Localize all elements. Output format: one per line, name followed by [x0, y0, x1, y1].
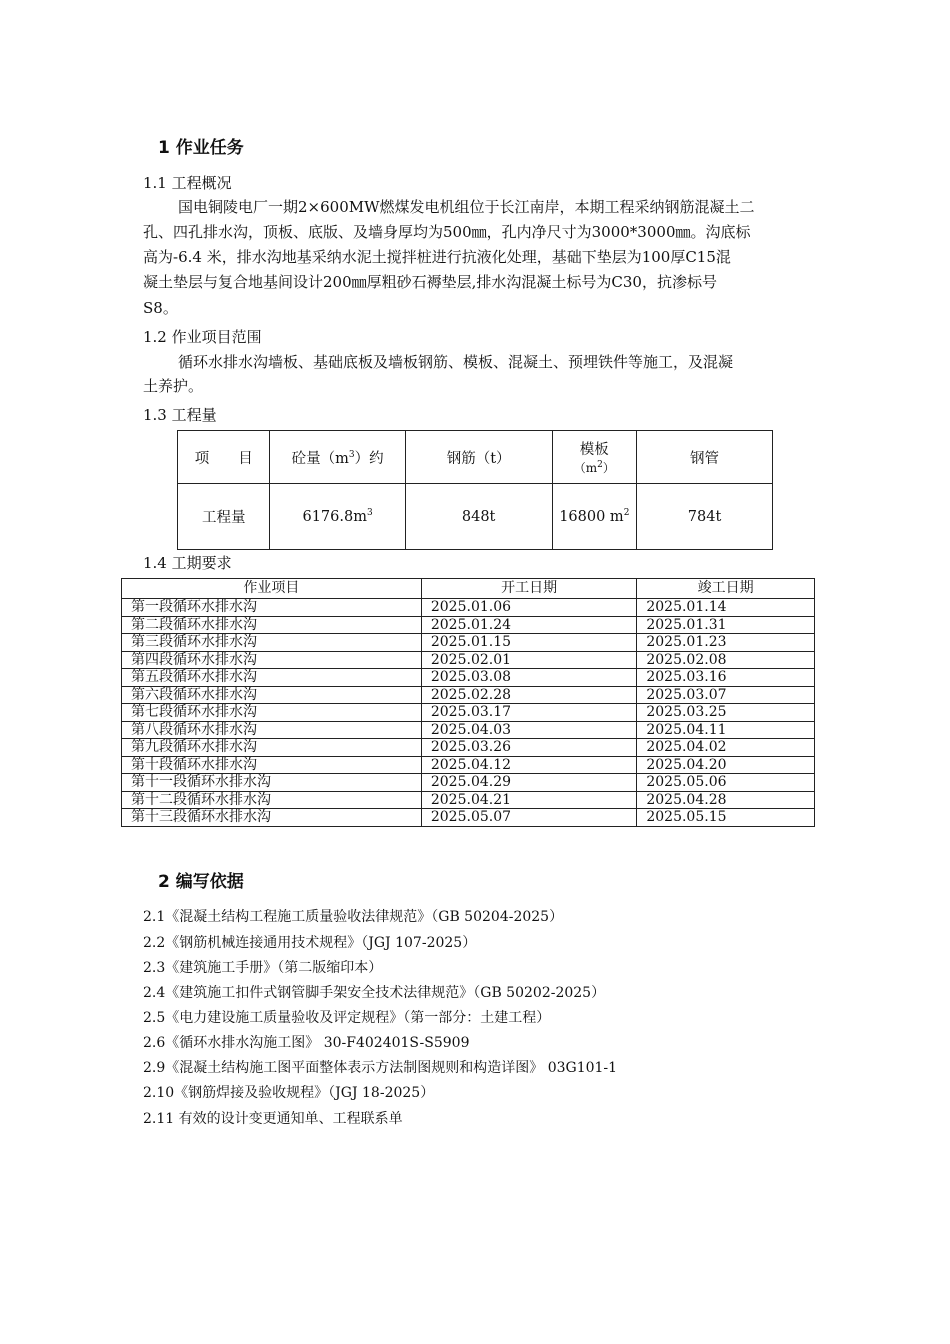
- quantity-table: [177, 430, 773, 550]
- segment-name: 第六段循环水排水沟: [122, 686, 422, 704]
- end-date: 2025.05.15: [637, 809, 815, 827]
- schedule-table: [121, 578, 815, 827]
- end-date: 2025.03.16: [637, 669, 815, 687]
- col-end-date: 竣工日期: [637, 579, 815, 599]
- start-date: 2025.04.03: [421, 721, 636, 739]
- table-row: [122, 809, 815, 827]
- paragraph-line: 循环水排水沟墙板、基础底板及墙板钢筋、模板、混凝土、预埋铁件等施工，及混凝: [178, 353, 734, 371]
- segment-name: 第十一段循环水排水沟: [122, 774, 422, 792]
- segment-name: 第一段循环水排水沟: [122, 599, 422, 617]
- end-date: 2025.03.25: [637, 704, 815, 722]
- reference-item: 2.6《循环水排水沟施工图》 30-F402401S-S5909: [143, 1035, 470, 1051]
- segment-name: 第七段循环水排水沟: [122, 704, 422, 722]
- start-date: 2025.01.06: [421, 599, 636, 617]
- start-date: 2025.03.17: [421, 704, 636, 722]
- concrete-value: $6176.8m^3$: [270, 484, 405, 550]
- end-date: 2025.04.11: [637, 721, 815, 739]
- start-date: 2025.03.08: [421, 669, 636, 687]
- table-row: [122, 791, 815, 809]
- start-date: 2025.01.15: [421, 634, 636, 652]
- end-date: 2025.04.28: [637, 791, 815, 809]
- end-date: 2025.02.08: [637, 651, 815, 669]
- col-start-date: 开工日期: [421, 579, 636, 599]
- end-date: 2025.04.02: [637, 739, 815, 757]
- section-1-title: 1 作业任务: [158, 138, 244, 158]
- col-work-item: 作业项目: [122, 579, 422, 599]
- paragraph-line: S8。: [143, 299, 178, 317]
- end-date: 2025.04.20: [637, 756, 815, 774]
- segment-name: 第五段循环水排水沟: [122, 669, 422, 687]
- start-date: 2025.03.26: [421, 739, 636, 757]
- end-date: 2025.01.14: [637, 599, 815, 617]
- segment-name: 第十段循环水排水沟: [122, 756, 422, 774]
- table-row: [122, 756, 815, 774]
- segment-name: 第三段循环水排水沟: [122, 634, 422, 652]
- paragraph-line: 孔、四孔排水沟，顶板、底版、及墙身厚均为500㎜，孔内净尺寸为3000*3000㎜。沟底标: [143, 223, 751, 241]
- table-row: [122, 669, 815, 687]
- table-row: [122, 599, 815, 617]
- reference-item: 2.3《建筑施工手册》（第二版缩印本）: [143, 960, 383, 976]
- row-label: 工程量: [178, 484, 270, 550]
- header-formwork: 模板 $(m^2)$: [552, 431, 637, 484]
- reference-item: 2.2《钢筋机械连接通用技术规程》（JGJ 107-2025）: [143, 935, 477, 951]
- header-steel-pipe: 钢管: [637, 431, 773, 484]
- start-date: 2025.01.24: [421, 616, 636, 634]
- start-date: 2025.05.07: [421, 809, 636, 827]
- table-row: [122, 739, 815, 757]
- end-date: 2025.01.31: [637, 616, 815, 634]
- formwork-value: 16800 $m^2$: [552, 484, 637, 550]
- header-concrete: 砼量$(m^3)$约: [270, 431, 405, 484]
- section-1-2-heading: 1.2 作业项目范围: [143, 328, 262, 346]
- start-date: 2025.04.12: [421, 756, 636, 774]
- reference-item: 2.1《混凝土结构工程施工质量验收法律规范》（GB 50204-2025）: [143, 909, 564, 925]
- paragraph-line: 国电铜陵电厂一期2×600MW燃煤发电机组位于长江南岸，本期工程采纳钢筋混凝土二: [178, 198, 755, 216]
- section-2-title: 2 编写依据: [158, 872, 244, 892]
- start-date: 2025.02.28: [421, 686, 636, 704]
- reference-item: 2.10《钢筋焊接及验收规程》（JGJ 18-2025）: [143, 1085, 435, 1101]
- start-date: 2025.04.29: [421, 774, 636, 792]
- reference-item: 2.9《混凝土结构施工图平面整体表示方法制图规则和构造详图》 03G101-1: [143, 1060, 618, 1076]
- table-row: [122, 721, 815, 739]
- header-item: 项 目: [178, 431, 270, 484]
- header-rebar: 钢筋（t）: [405, 431, 552, 484]
- segment-name: 第九段循环水排水沟: [122, 739, 422, 757]
- start-date: 2025.02.01: [421, 651, 636, 669]
- end-date: 2025.05.06: [637, 774, 815, 792]
- section-1-1-heading: 1.1 工程概况: [143, 174, 232, 192]
- table-row: [122, 634, 815, 652]
- paragraph-line: 土养护。: [143, 377, 204, 395]
- section-1-3-heading: 1.3 工程量: [143, 406, 217, 424]
- paragraph-line: 高为-6.4 米，排水沟地基采纳水泥土搅拌桩进行抗液化处理，基础下垫层为100厚C15混: [143, 248, 731, 266]
- reference-item: 2.11 有效的设计变更通知单、工程联系单: [143, 1111, 403, 1127]
- section-1-4-heading: 1.4 工期要求: [143, 554, 232, 572]
- table-row: [122, 704, 815, 722]
- end-date: 2025.03.07: [637, 686, 815, 704]
- start-date: 2025.04.21: [421, 791, 636, 809]
- segment-name: 第四段循环水排水沟: [122, 651, 422, 669]
- reference-item: 2.4《建筑施工扣件式钢管脚手架安全技术法律规范》（GB 50202-2025）: [143, 985, 606, 1001]
- steel-pipe-value: 784t: [637, 484, 773, 550]
- segment-name: 第八段循环水排水沟: [122, 721, 422, 739]
- end-date: 2025.01.23: [637, 634, 815, 652]
- paragraph-line: 凝土垫层与复合地基间设计200㎜厚粗砂石褥垫层,排水沟混凝土标号为C30，抗渗标号: [143, 273, 717, 291]
- segment-name: 第十二段循环水排水沟: [122, 791, 422, 809]
- segment-name: 第二段循环水排水沟: [122, 616, 422, 634]
- segment-name: 第十三段循环水排水沟: [122, 809, 422, 827]
- reference-item: 2.5《电力建设施工质量验收及评定规程》（第一部分：土建工程）: [143, 1010, 551, 1026]
- table-row: [122, 616, 815, 634]
- table-row: [122, 651, 815, 669]
- rebar-value: 848t: [405, 484, 552, 550]
- table-row: [122, 774, 815, 792]
- table-row: [122, 686, 815, 704]
